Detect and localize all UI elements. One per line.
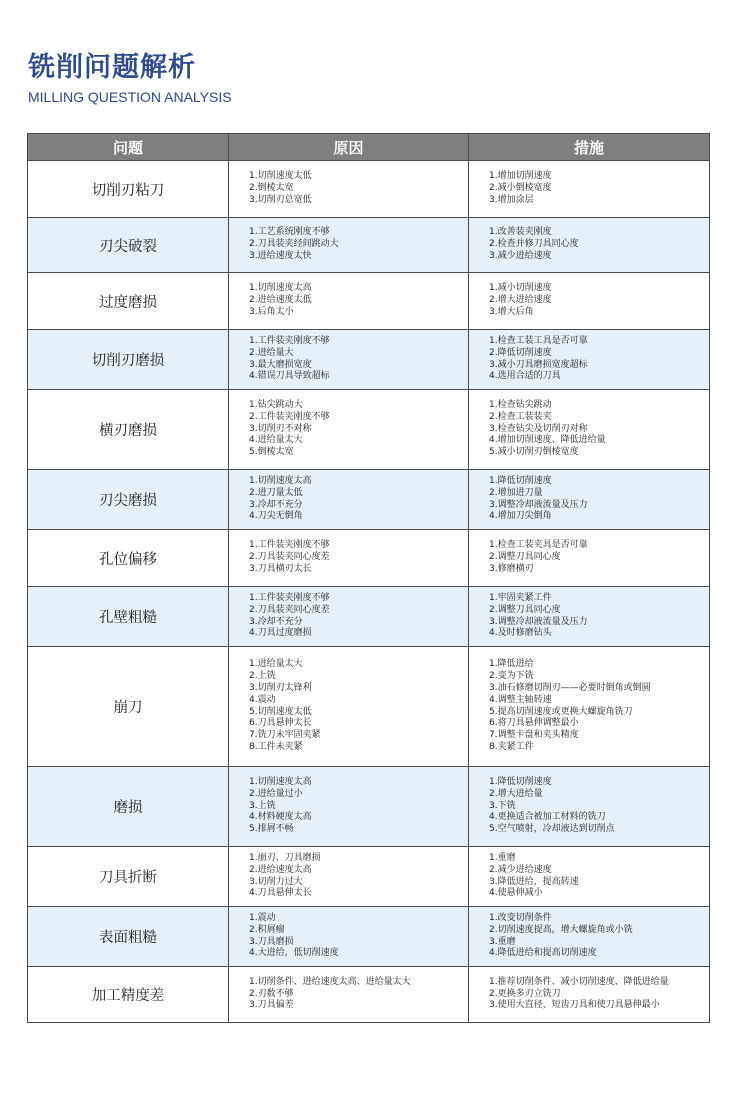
cause-item: 3.切削刃不对称 (249, 423, 312, 434)
measure-item: 5.提高切削速度或更换大螺旋角铣刀 (489, 706, 633, 717)
measure-item: 3.使用大直径，短齿刀具和使刀具悬伸最小 (489, 1000, 660, 1011)
milling-issues-table (27, 133, 710, 1023)
cause-item: 4.材料硬度太高 (249, 812, 312, 823)
table-row (28, 330, 710, 390)
problem-cell: 切削刃磨损 (28, 330, 229, 390)
header-cause: 原因 (229, 134, 469, 161)
measure-item: 4.及时修磨钻头 (489, 628, 552, 639)
cause-item: 8.工件未夹紧 (249, 742, 303, 753)
cause-item: 2.进给量过小 (249, 788, 303, 799)
cause-item: 3.刀具磨损 (249, 936, 294, 947)
table-row (28, 647, 710, 767)
cause-item: 4.错误刀具导致超标 (249, 371, 330, 382)
table-row (28, 847, 710, 907)
cause-item: 1.工件装夹刚度不够 (249, 540, 330, 551)
cause-item: 1.震动 (249, 912, 276, 923)
cause-item: 1.切削速度太高 (249, 776, 312, 787)
cause-item: 1.工件装夹刚度不够 (249, 592, 330, 603)
measure-item: 3.重磨 (489, 936, 516, 947)
measure-item: 1.推荐切削条件、减小切削速度、降低进给量 (489, 976, 669, 987)
measure-item: 5.空气喷射，冷却液达到切削点 (489, 824, 615, 835)
measure-cell (469, 767, 710, 847)
cause-item: 3.最大磨损宽度 (249, 359, 312, 370)
cause-item: 1.切削速度太低 (249, 171, 312, 182)
problem-cell: 孔位偏移 (28, 530, 229, 587)
measure-item: 3.调整冷却液流量及压力 (489, 616, 588, 627)
cause-item: 1.切削条件、进给速度太高、进给量太大 (249, 976, 411, 987)
measure-item: 7.调整卡盘和夹头精度 (489, 730, 579, 741)
measure-item: 3.减小刀具磨损宽度超标 (489, 359, 588, 370)
measure-item: 2.减少进给速度 (489, 864, 552, 875)
cause-item: 2.工件装夹刚度不够 (249, 411, 330, 422)
table-row (28, 273, 710, 330)
measure-cell (469, 967, 710, 1023)
measure-item: 4.增加刀尖倒角 (489, 511, 552, 522)
measure-item: 4.调整主轴转速 (489, 694, 552, 705)
cause-item: 2.积屑瘤 (249, 924, 285, 935)
measure-item: 2.更换多刃立铣刀 (489, 988, 561, 999)
measure-cell (469, 161, 710, 218)
measure-item: 6.将刀具悬伸调整最小 (489, 718, 579, 729)
header-measure: 措施 (469, 134, 710, 161)
measure-item: 2.降低切削速度 (489, 347, 552, 358)
cause-item: 3.刀具偏差 (249, 1000, 294, 1011)
cause-cell (229, 470, 469, 530)
measure-item: 3.下铣 (489, 800, 516, 811)
cause-item: 1.钻尖跳动大 (249, 399, 303, 410)
problem-cell: 磨损 (28, 767, 229, 847)
cause-item: 5.倒棱太宽 (249, 447, 294, 458)
cause-item: 2.倒棱太宽 (249, 183, 294, 194)
measure-item: 2.检查工装装夹 (489, 411, 552, 422)
cause-item: 2.进给速度太高 (249, 864, 312, 875)
table-row (28, 218, 710, 273)
measure-item: 2.增大进给速度 (489, 295, 552, 306)
measure-item: 1.降低切削速度 (489, 475, 552, 486)
cause-item: 2.刀具装夹同心度差 (249, 552, 330, 563)
cause-item: 3.后角太小 (249, 306, 294, 317)
measure-cell (469, 273, 710, 330)
measure-item: 3.调整冷却液流量及压力 (489, 499, 588, 510)
cause-item: 3.上铣 (249, 800, 276, 811)
measure-item: 3.检查钻尖及切削刃对称 (489, 423, 588, 434)
table-row (28, 530, 710, 587)
cause-item: 6.刀具悬伸太长 (249, 718, 312, 729)
measure-item: 1.减小切削速度 (489, 283, 552, 294)
measure-item: 2.增大进给量 (489, 788, 543, 799)
cause-cell (229, 767, 469, 847)
measure-item: 2.调整刀具同心度 (489, 604, 561, 615)
cause-item: 2.刃数不够 (249, 988, 294, 999)
measure-item: 1.改变切削条件 (489, 912, 552, 923)
measure-cell (469, 470, 710, 530)
measure-cell (469, 218, 710, 273)
cause-cell (229, 390, 469, 470)
cause-item: 3.冷却不充分 (249, 616, 303, 627)
measure-item: 1.检查钻尖跳动 (489, 399, 552, 410)
problem-cell: 表面粗糙 (28, 907, 229, 967)
problem-cell: 崩刀 (28, 647, 229, 767)
measure-item: 3.增大后角 (489, 306, 534, 317)
table-row (28, 767, 710, 847)
cause-item: 2.进刀量太低 (249, 487, 303, 498)
measure-item: 4.选用合适的刀具 (489, 371, 561, 382)
cause-item: 2.上铣 (249, 670, 276, 681)
cause-item: 1.工件装夹刚度不够 (249, 335, 330, 346)
measure-item: 2.检查并修刀具同心度 (489, 239, 579, 250)
measure-item: 1.改善装夹刚度 (489, 227, 552, 238)
cause-item: 5.切削速度太低 (249, 706, 312, 717)
measure-item: 3.降低进给，提高转速 (489, 876, 579, 887)
cause-item: 1.切削速度太高 (249, 475, 312, 486)
cause-item: 2.刀具装夹经间跳动大 (249, 239, 339, 250)
cause-item: 4.进给量太大 (249, 435, 303, 446)
problem-cell: 刃尖磨损 (28, 470, 229, 530)
problem-cell: 过度磨损 (28, 273, 229, 330)
measure-item: 1.增加切削速度 (489, 171, 552, 182)
cause-item: 1.切削速度太高 (249, 283, 312, 294)
cause-item: 2.进给速度太低 (249, 295, 312, 306)
measure-item: 3.增加涂层 (489, 194, 534, 205)
measure-item: 1.降低进给 (489, 658, 534, 669)
measure-item: 5.减小切削刃倒棱宽度 (489, 447, 579, 458)
measure-item: 4.更换适合被加工材料的铣刀 (489, 812, 606, 823)
cause-cell (229, 530, 469, 587)
table-row (28, 587, 710, 647)
problem-cell: 孔壁粗糙 (28, 587, 229, 647)
measure-cell (469, 390, 710, 470)
header-problem: 问题 (28, 134, 229, 161)
cause-item: 3.进给速度太快 (249, 250, 312, 261)
problem-cell: 切削刃粘刀 (28, 161, 229, 218)
cause-item: 3.切削力过大 (249, 876, 303, 887)
cause-cell (229, 967, 469, 1023)
measure-cell (469, 530, 710, 587)
measure-item: 1.降低切削速度 (489, 776, 552, 787)
cause-cell (229, 330, 469, 390)
problem-cell: 刀具折断 (28, 847, 229, 907)
cause-item: 1.崩刃、刀具磨损 (249, 852, 321, 863)
cause-item: 3.冷却不充分 (249, 499, 303, 510)
table-row (28, 470, 710, 530)
cause-item: 4.刀具过度磨损 (249, 628, 312, 639)
cause-item: 4.震动 (249, 694, 276, 705)
measure-item: 3.减少进给速度 (489, 250, 552, 261)
cause-cell (229, 587, 469, 647)
measure-cell (469, 847, 710, 907)
measure-item: 4.降低进给和提高切削速度 (489, 948, 597, 959)
measure-cell (469, 587, 710, 647)
table-row (28, 967, 710, 1023)
cause-item: 7.铣刀未牢固夹紧 (249, 730, 321, 741)
measure-item: 3.修磨横刃 (489, 563, 534, 574)
measure-item: 2.增加进刀量 (489, 487, 543, 498)
cause-cell (229, 647, 469, 767)
table-header-row (28, 134, 710, 161)
problem-cell: 刃尖破裂 (28, 218, 229, 273)
cause-item: 4.大进给，低切削速度 (249, 948, 339, 959)
table-row (28, 390, 710, 470)
measure-item: 1.检查工装工具是否可靠 (489, 335, 588, 346)
cause-item: 4.刀尖无倒角 (249, 511, 303, 522)
measure-item: 4.增加切削速度、降低进给量 (489, 435, 606, 446)
measure-cell (469, 647, 710, 767)
cause-item: 3.切削刃总宽低 (249, 194, 312, 205)
cause-cell (229, 847, 469, 907)
measure-item: 2.减小倒棱宽度 (489, 183, 552, 194)
cause-item: 4.刀具悬伸太长 (249, 888, 312, 899)
measure-item: 1.重磨 (489, 852, 516, 863)
measure-item: 4.使悬伸减小 (489, 888, 543, 899)
measure-item: 1.牢固夹紧工件 (489, 592, 552, 603)
page-title: 铣削问题解析 (28, 52, 196, 83)
cause-item: 1.工艺系统刚度不够 (249, 227, 330, 238)
cause-item: 2.进给量大 (249, 347, 294, 358)
page-subtitle: MILLING QUESTION ANALYSIS (28, 89, 232, 105)
measure-cell (469, 907, 710, 967)
measure-item: 3.油石修磨切削刃——必要时倒角或倒圆 (489, 682, 651, 693)
cause-item: 1.进给量太大 (249, 658, 303, 669)
problem-cell: 横刃磨损 (28, 390, 229, 470)
cause-item: 5.排屑不畅 (249, 824, 294, 835)
measure-item: 1.检查工装夹具是否可靠 (489, 540, 588, 551)
cause-item: 3.刀具横刃太长 (249, 563, 312, 574)
cause-item: 2.刀具装夹同心度差 (249, 604, 330, 615)
cause-cell (229, 218, 469, 273)
measure-item: 2.变为下铣 (489, 670, 534, 681)
measure-cell (469, 330, 710, 390)
cause-cell (229, 907, 469, 967)
table-row (28, 907, 710, 967)
measure-item: 2.切削速度提高，增大螺旋角或小铣 (489, 924, 633, 935)
measure-item: 2.调整刀具同心度 (489, 552, 561, 563)
table-row (28, 161, 710, 218)
measure-item: 8.夹紧工件 (489, 742, 534, 753)
cause-cell (229, 161, 469, 218)
problem-cell: 加工精度差 (28, 967, 229, 1023)
cause-cell (229, 273, 469, 330)
cause-item: 3.切削刃太锋利 (249, 682, 312, 693)
